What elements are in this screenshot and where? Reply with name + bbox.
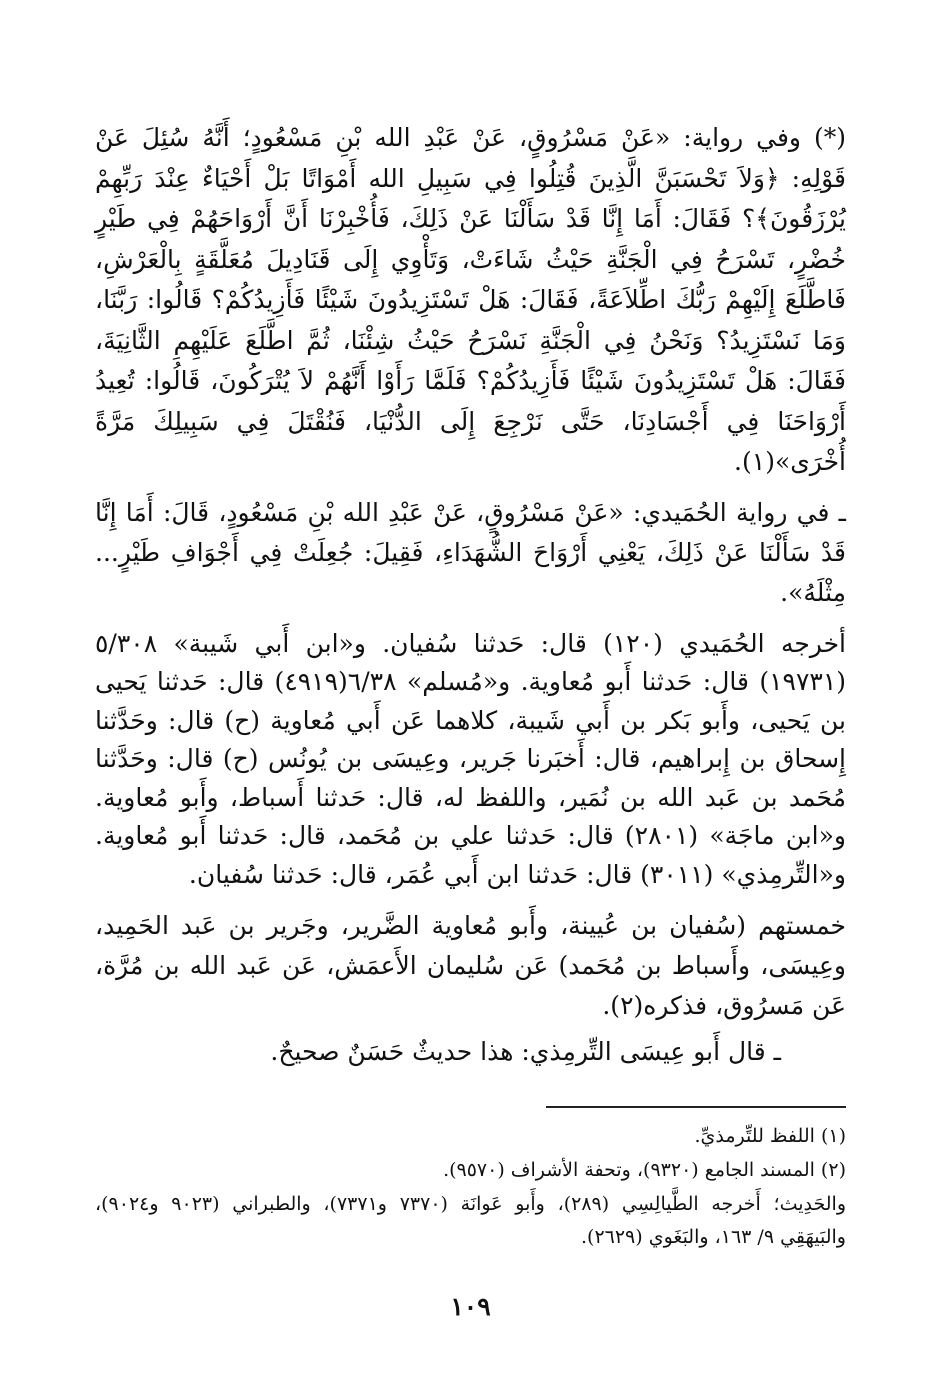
tirmidhi-grading-line: ـ قال أَبو عِيسَى التِّرمِذي: هذا حديثٌ حَسَنٌ صحيحٌ. xyxy=(270,1037,781,1066)
main-text xyxy=(95,118,846,1072)
footnote-1: (١) اللفظ للتِّرمذيِّ. xyxy=(694,1125,846,1147)
page-number: ١٠٩ xyxy=(450,1292,491,1321)
footnote-2: (٢) المسند الجامع (٩٣٢٠)، وتحفة الأشراف (٩٥٧٠). xyxy=(443,1159,846,1181)
footnotes xyxy=(95,1120,846,1254)
footnote-divider xyxy=(546,1106,846,1108)
humaydi-variant-paragraph: ـ في رواية الحُمَيدي: «عَنْ مَسْرُوقٍ، عَنْ عَبْدِ الله بْنِ مَسْعُودٍ، قَالَ: أَمَا إِنَّا قَدْ سَأَلْنَا عَنْ ذَلِكَ، يَعْنِي أَرْوَاحَ الشُّهَدَاءِ، فَقِيلَ: جُعِلَتْ فِي أَجْوَافِ طَيْرٍ... مِثْلَهُ». xyxy=(95,497,846,607)
takhrij-paragraph: أخرجه الحُمَيدي (١٢٠) قال: حَدثنا سُفيان. و«ابن أَبي شَيبة» ٥/٣٠٨ (١٩٧٣١) قال: حَدثنا أَبو مُعاوية. و«مُسلم» ٦/٣٨(٤٩١٩) قال: حَدثنا يَحيى بن يَحيى، وأَبو بَكر بن أَبي شَيبة، كلاهما عَن أَبي مُعاوية (ح) قال: وحَدَّثنا إِسحاق بن إِبراهيم، قال: أَخبَرنا جَرير، وعِيسَى بن يُونُس (ح) قال: وحَدَّثنا مُحَمد بن عَبد الله بن نُمَير، واللفظ له، قال: حَدثنا أَسباط، وأَبو مُعاوية. و«ابن ماجَة» (٢٨٠١) قال: حَدثنا علي بن مُحَمد، قال: حَدثنا أَبو مُعاوية. و«التِّرمِذي» (٣٠١١) قال: حَدثنا ابن أَبي عُمَر، قال: حَدثنا سُفيان. xyxy=(95,628,847,889)
isnad-chain-paragraph: خمستهم (سُفيان بن عُيينة، وأَبو مُعاوية الضَّرير، وجَرير بن عَبد الحَمِيد، وعِيسَى، وأَسباط بن مُحَمد) عَن سُليمان الأَعمَش، عَن عَبد الله بن مُرَّة، عَن مَسرُوق، فذكره(٢). xyxy=(95,911,846,1020)
footnote-2-continued: والحَدِيث؛ أَخرجه الطَّيالِسِي (٢٨٩)، وأَبو عَوانَة (٧٣٧٠ و٧٣٧١)، والطبراني (٩٠٢٣ و٩٠٢٤)، والبَيهَقِي ٩/ ١٦٣، والبَغَوي (٢٦٢٩). xyxy=(95,1193,846,1248)
hadith-paragraph: (*) وفي رواية: «عَنْ مَسْرُوقٍ، عَنْ عَبْدِ الله بْنِ مَسْعُودٍ؛ أَنَّهُ سُئِلَ عَنْ قَوْلِهِ: ﴿وَلاَ تَحْسَبَنَّ الَّذِينَ قُتِلُوا فِي سَبِيلِ الله أَمْوَاتًا بَلْ أَحْيَاءٌ عِنْدَ رَبِّهِمْ يُرْزَقُونَ﴾؟ فَقَالَ: أَمَا إِنَّا قَدْ سَأَلْنَا عَنْ ذَلِكَ، فَأُخْبِرْنَا أَنَّ أَرْوَاحَهُمْ فِي طَيْرٍ خُضْرٍ، تَسْرَحُ فِي الْجَنَّةِ حَيْثُ شَاءَتْ، وَتَأْوِي إِلَى قَنَادِيلَ مُعَلَّقَةٍ بِالْعَرْشِ، فَاطَّلَعَ إِلَيْهِمْ رَبُّكَ اطِّلاَعَةً، فَقَالَ: هَلْ تَسْتَزِيدُونَ شَيْئًا فَأَزِيدُكُمْ؟ قَالُوا: رَبَّنَا، وَمَا نَسْتَزِيدُ؟ وَنَحْنُ فِي الْجَنَّةِ نَسْرَحُ حَيْثُ شِئْنَا، ثُمَّ اطَّلَعَ عَلَيْهِمِ الثَّانِيَةَ، فَقَالَ: هَلْ تَسْتَزِيدُونَ شَيْئًا فَأَزِيدُكُمْ؟ فَلَمَّا رَأَوْا أَنَّهُمْ لاَ يُتْرَكُونَ، قَالُوا: تُعِيدُ أَرْوَاحَنَا فِي أَجْسَادِنَا، حَتَّى نَرْجِعَ إِلَى الدُّنْيَا، فَنُقْتَلَ فِي سَبِيلِكَ مَرَّةً أُخْرَى»(١). xyxy=(95,123,846,476)
